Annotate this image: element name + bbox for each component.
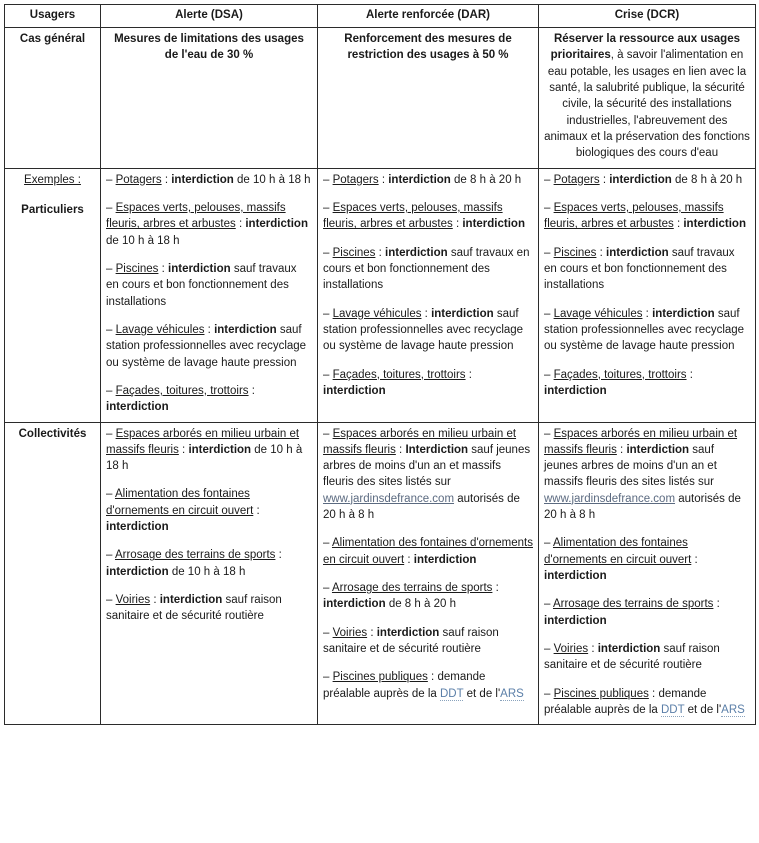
item-plain-text: demande préalable auprès de la xyxy=(544,687,707,717)
item-dash: – xyxy=(106,384,116,397)
item-detail-2: autorisés de 20 h à 8 h xyxy=(544,492,741,522)
restriction-item xyxy=(106,383,312,416)
item-detail: sauf jeunes arbres de moins d'un an et massifs fleuris des sites listés sur xyxy=(323,443,531,489)
item-dash: – xyxy=(323,427,333,440)
ars-abbreviation[interactable]: ARS xyxy=(500,687,524,700)
item-separator: : xyxy=(648,687,659,700)
table-row-cas-general xyxy=(5,27,756,168)
item-topic: Lavage véhicules xyxy=(115,323,205,336)
item-keyword: interdiction xyxy=(609,173,672,186)
restriction-item xyxy=(323,426,533,524)
restriction-item xyxy=(323,625,533,658)
item-topic: Espaces verts, pelouses, massifs fleuris, arbres et arbustes xyxy=(544,201,724,231)
particuliers-label: Particuliers xyxy=(21,203,84,216)
item-dash: – xyxy=(106,323,116,336)
item-topic: Alimentation des fontaines d'ornements en circuit ouvert xyxy=(323,537,533,566)
item-dash: – xyxy=(323,671,333,684)
item-separator: : xyxy=(421,307,432,320)
item-topic: Piscines xyxy=(553,246,597,259)
item-dash: – xyxy=(106,594,116,607)
item-topic: Voiries xyxy=(553,643,589,656)
item-topic: Façades, toitures, trottoirs xyxy=(332,368,466,381)
item-dash: – xyxy=(544,368,554,381)
jardinsdefrance-link[interactable]: www.jardinsdefrance.com xyxy=(323,492,455,505)
item-keyword: interdiction xyxy=(683,218,746,231)
item-keyword: interdiction xyxy=(323,598,386,611)
item-detail: sauf station professionnelles avec recyclage ou système de lavage haute pression xyxy=(544,307,745,353)
item-separator: : xyxy=(713,598,720,611)
item-keyword: interdiction xyxy=(597,643,661,656)
item-detail: de 10 h à 18 h xyxy=(168,565,246,578)
item-separator: : xyxy=(375,246,386,259)
item-dash: – xyxy=(544,173,554,186)
cas-general-dar-lead: Renforcement des mesures de restriction des usages à 50 % xyxy=(344,32,512,62)
item-detail: de 10 h à 18 h xyxy=(106,234,180,247)
item-topic: Piscines publiques xyxy=(553,687,649,700)
item-keyword: interdiction xyxy=(544,614,607,627)
item-dash: – xyxy=(106,173,116,186)
item-detail: de 10 h à 18 h xyxy=(233,173,311,186)
item-detail: de 8 h à 20 h xyxy=(450,173,522,186)
item-dash: – xyxy=(323,582,332,595)
restriction-item xyxy=(106,592,312,625)
item-mid-text: et de l' xyxy=(463,687,501,700)
item-keyword: interdiction xyxy=(376,626,440,639)
item-keyword: interdiction xyxy=(652,307,715,320)
item-separator: : xyxy=(616,443,627,456)
item-topic: Piscines xyxy=(115,262,159,275)
item-dash: – xyxy=(323,626,333,639)
cell-cas-general-dsa xyxy=(101,27,318,168)
item-keyword: interdiction xyxy=(168,262,231,275)
item-dash: – xyxy=(106,427,116,440)
item-dash: – xyxy=(106,488,115,501)
item-detail: sauf station professionnelles avec recyclage ou système de lavage haute pression xyxy=(323,307,524,353)
item-separator: : xyxy=(275,549,282,562)
restriction-item xyxy=(544,426,750,524)
item-dash: – xyxy=(544,427,554,440)
item-separator: : xyxy=(235,218,246,231)
item-detail: sauf station professionnelles avec recyclage ou système de lavage haute pression xyxy=(106,323,307,369)
item-dash: – xyxy=(544,307,554,320)
table-row-collectivites xyxy=(5,422,756,725)
item-topic: Potagers xyxy=(553,173,600,186)
item-dash: – xyxy=(544,246,554,259)
item-separator: : xyxy=(465,368,472,381)
row-label-cas-general: Cas général xyxy=(5,27,101,168)
table-header-row xyxy=(5,5,756,28)
item-topic: Arrosage des terrains de sports xyxy=(552,598,714,611)
restriction-item xyxy=(323,535,533,568)
table-row-particuliers xyxy=(5,168,756,422)
item-keyword: interdiction xyxy=(388,173,451,186)
cell-cas-general-dcr xyxy=(539,27,756,168)
restriction-item xyxy=(323,367,533,400)
restriction-item xyxy=(323,580,533,613)
item-detail: de 8 h à 20 h xyxy=(385,598,456,611)
cas-general-dsa-lead: Mesures de limitations des usages de l'eau de 30 % xyxy=(114,32,304,62)
restriction-item xyxy=(106,547,312,580)
item-separator: : xyxy=(673,218,684,231)
item-separator: : xyxy=(427,671,438,684)
item-topic: Arrosage des terrains de sports xyxy=(331,582,493,595)
restriction-item xyxy=(544,200,750,233)
item-detail: sauf travaux en cours et bon fonctionnement des installations xyxy=(106,262,297,308)
item-detail: de 8 h à 20 h xyxy=(671,173,743,186)
item-topic: Espaces verts, pelouses, massifs fleuris, arbres et arbustes xyxy=(106,201,286,231)
item-topic: Lavage véhicules xyxy=(553,307,643,320)
item-topic: Lavage véhicules xyxy=(332,307,422,320)
item-separator: : xyxy=(691,553,698,566)
water-restrictions-table xyxy=(4,4,756,725)
item-topic: Arrosage des terrains de sports xyxy=(114,549,276,562)
restriction-item xyxy=(106,322,312,371)
restriction-item xyxy=(106,261,312,310)
item-topic: Alimentation des fontaines d'ornements en circuit ouvert xyxy=(106,488,254,517)
collectivites-label: Collectivités xyxy=(18,427,87,440)
item-dash: – xyxy=(106,201,116,214)
item-topic: Potagers xyxy=(332,173,379,186)
item-separator: : xyxy=(596,246,607,259)
restriction-item xyxy=(323,172,533,188)
restriction-item xyxy=(544,367,750,400)
cas-general-dcr-lead: Réserver la ressource aux usages prioritaires xyxy=(550,32,741,62)
ddt-abbreviation[interactable]: DDT xyxy=(661,704,685,717)
item-dash: – xyxy=(323,307,333,320)
item-topic: Voiries xyxy=(115,594,151,607)
item-separator: : xyxy=(642,307,653,320)
item-topic: Espaces arborés en milieu urbain et massifs fleuris xyxy=(323,427,517,456)
item-keyword: interdiction xyxy=(214,323,277,336)
restriction-item xyxy=(544,686,750,719)
item-keyword: interdiction xyxy=(106,401,169,414)
restriction-item xyxy=(106,172,312,188)
item-dash: – xyxy=(106,549,115,562)
item-keyword: interdiction xyxy=(323,384,386,397)
item-separator: : xyxy=(686,368,693,381)
item-dash: – xyxy=(544,687,554,700)
cell-particuliers-dcr xyxy=(539,168,756,422)
item-dash: – xyxy=(323,368,333,381)
item-keyword: interdiction xyxy=(626,443,690,456)
item-keyword: interdiction xyxy=(431,307,494,320)
restriction-item xyxy=(106,200,312,249)
item-separator: : xyxy=(253,504,260,517)
restriction-item xyxy=(106,486,312,535)
item-plain-text: demande préalable auprès de la xyxy=(323,671,486,700)
item-topic: Espaces arborés en milieu urbain et massifs fleuris xyxy=(544,427,738,456)
item-separator: : xyxy=(161,173,172,186)
item-topic: Voiries xyxy=(332,626,368,639)
item-keyword: interdiction xyxy=(159,594,223,607)
item-separator: : xyxy=(492,582,499,595)
jardinsdefrance-link[interactable]: www.jardinsdefrance.com xyxy=(544,492,676,505)
item-keyword: interdiction xyxy=(245,218,308,231)
item-topic: Potagers xyxy=(115,173,162,186)
item-topic: Espaces verts, pelouses, massifs fleuris, arbres et arbustes xyxy=(323,201,503,231)
ars-abbreviation[interactable]: ARS xyxy=(721,704,745,717)
item-dash: – xyxy=(544,537,553,550)
column-header-usagers: Usagers xyxy=(5,5,101,28)
cell-collectivites-dcr xyxy=(539,422,756,725)
item-separator: : xyxy=(150,594,160,607)
item-separator: : xyxy=(178,443,189,456)
restriction-item xyxy=(323,306,533,355)
examples-label: Exemples : xyxy=(24,173,81,186)
row-label-particuliers xyxy=(5,168,101,422)
item-topic: Façades, toitures, trottoirs xyxy=(553,368,687,381)
item-detail: sauf raison sanitaire et de sécurité routière xyxy=(323,626,499,656)
item-separator: : xyxy=(452,218,463,231)
item-keyword: interdiction xyxy=(606,246,669,259)
item-keyword: interdiction xyxy=(544,570,607,583)
item-detail: sauf raison sanitaire et de sécurité routière xyxy=(106,594,282,623)
item-detail: sauf travaux en cours et bon fonctionnement des installations xyxy=(323,246,530,292)
item-topic: Piscines publiques xyxy=(332,671,428,684)
item-keyword: interdiction xyxy=(106,521,169,534)
restriction-item xyxy=(323,200,533,233)
row-label-collectivites xyxy=(5,422,101,725)
restriction-item xyxy=(544,245,750,294)
item-topic: Espaces arborés en milieu urbain et massifs fleuris xyxy=(106,427,300,456)
item-detail: sauf raison sanitaire et de sécurité routière xyxy=(544,643,720,672)
item-keyword: interdiction xyxy=(106,565,169,578)
item-keyword: Interdiction xyxy=(405,443,469,456)
item-separator: : xyxy=(204,323,215,336)
cell-collectivites-dar xyxy=(318,422,539,725)
item-dash: – xyxy=(544,643,554,656)
cell-particuliers-dsa xyxy=(101,168,318,422)
cell-particuliers-dar xyxy=(318,168,539,422)
restriction-item xyxy=(323,245,533,294)
item-keyword: interdiction xyxy=(413,553,477,566)
item-detail: sauf travaux en cours et bon fonctionnement des installations xyxy=(544,246,735,292)
item-keyword: interdiction xyxy=(544,384,607,397)
item-dash: – xyxy=(323,537,332,550)
item-dash: – xyxy=(544,598,553,611)
item-separator: : xyxy=(378,173,389,186)
item-separator: : xyxy=(158,262,169,275)
item-keyword: interdiction xyxy=(385,246,448,259)
restriction-item xyxy=(544,641,750,674)
item-separator: : xyxy=(588,643,598,656)
restriction-item xyxy=(544,596,750,629)
ddt-abbreviation[interactable]: DDT xyxy=(440,687,464,700)
item-dash: – xyxy=(323,246,333,259)
column-header-alerte-dsa: Alerte (DSA) xyxy=(101,5,318,28)
item-keyword: interdiction xyxy=(171,173,234,186)
item-mid-text: et de l' xyxy=(684,704,722,717)
column-header-crise-dcr: Crise (DCR) xyxy=(539,5,756,28)
restriction-item xyxy=(544,535,750,584)
item-dash: – xyxy=(544,201,554,214)
item-detail-2: autorisés de 20 h à 8 h xyxy=(323,492,520,522)
item-dash: – xyxy=(323,201,333,214)
item-detail: sauf jeunes arbres de moins d'un an et massifs fleuris des sites listés sur xyxy=(544,443,717,489)
restriction-item xyxy=(544,306,750,355)
cell-collectivites-dsa xyxy=(101,422,318,725)
item-dash: – xyxy=(323,173,333,186)
item-topic: Piscines xyxy=(332,246,376,259)
item-detail: de 10 h à 18 h xyxy=(106,443,303,473)
item-keyword: interdiction xyxy=(462,218,525,231)
item-topic: Alimentation des fontaines d'ornements en circuit ouvert xyxy=(544,537,692,566)
restriction-item xyxy=(323,669,533,702)
item-separator: : xyxy=(367,626,377,639)
column-header-alerte-renforcee-dar: Alerte renforcée (DAR) xyxy=(318,5,539,28)
cas-general-dcr-rest: , à savoir l'alimentation en eau potable, les usages en lien avec la santé, la salubrité publique, la sécurité civile, la sécurité des installations industrielles, l'abreuvement des animaux et la préservation des fonctions biologiques des cours d'eau xyxy=(544,49,750,160)
item-topic: Façades, toitures, trottoirs xyxy=(115,384,249,397)
item-dash: – xyxy=(106,262,116,275)
item-separator: : xyxy=(599,173,610,186)
restriction-item xyxy=(106,426,312,475)
item-separator: : xyxy=(404,553,414,566)
item-separator: : xyxy=(248,384,255,397)
item-separator: : xyxy=(395,443,406,456)
cell-cas-general-dar xyxy=(318,27,539,168)
item-keyword: interdiction xyxy=(188,443,252,456)
restriction-item xyxy=(544,172,750,188)
